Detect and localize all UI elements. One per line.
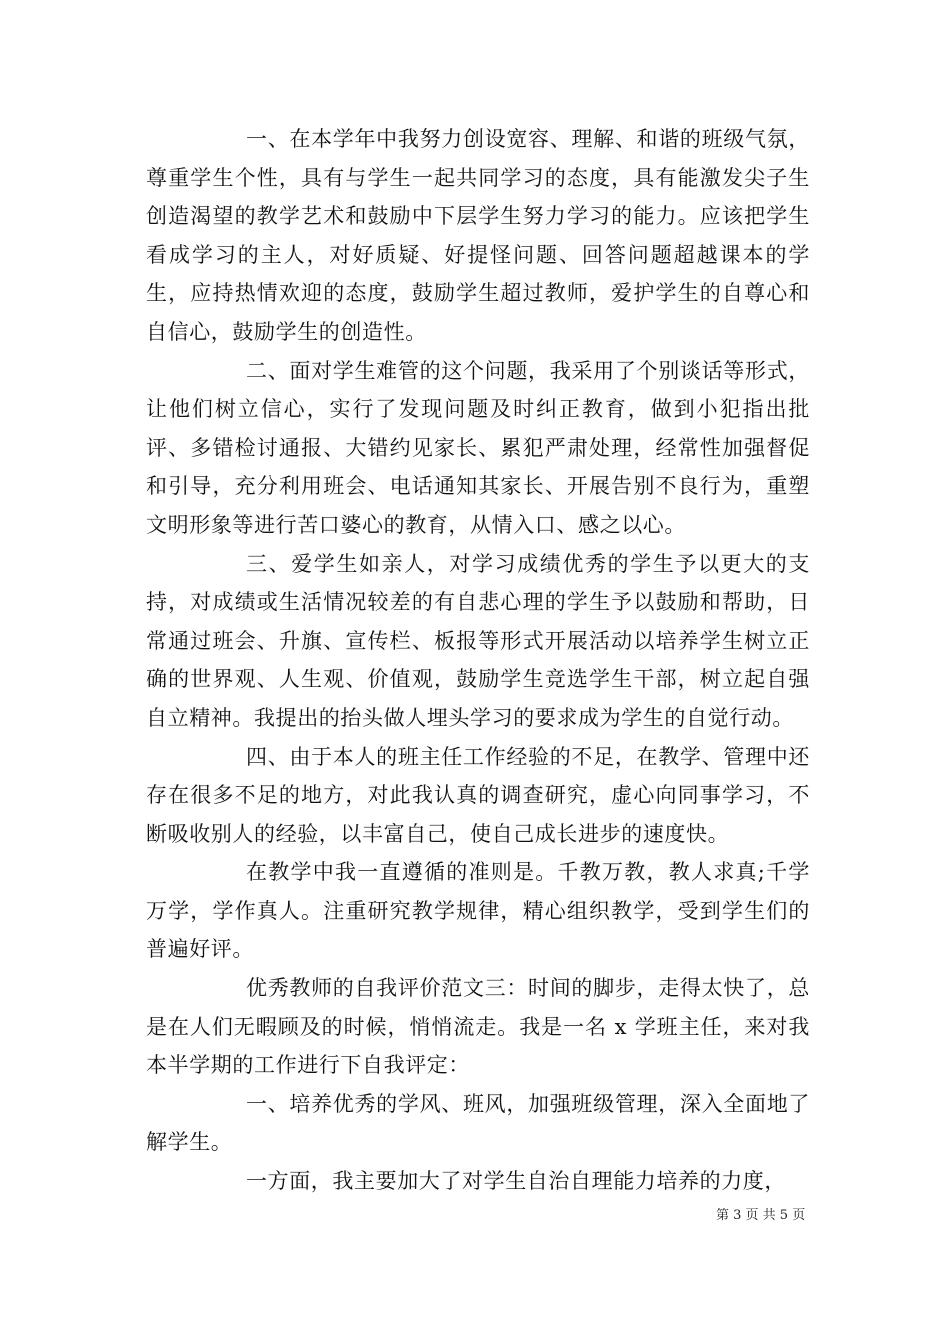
document-body bbox=[146, 120, 810, 1201]
page-number-footer: 第 3 页 共 5 页 bbox=[716, 1208, 806, 1223]
paragraph-7: 一、培养优秀的学风、班风，加强班级管理，深入全面地了解学生。 bbox=[146, 1091, 810, 1155]
paragraph-3: 三、爱学生如亲人，对学习成绩优秀的学生予以更大的支持，对成绩或生活情况较差的有自悲心理的学生予以鼓励和帮助，日常通过班会、升旗、宣传栏、板报等形式开展活动以培养学生树立正确的世界观、人生观、价值观，鼓励学生竞选学生干部，树立起自强自立精神。我提出的抬头做人埋头学习的要求成为学生的自觉行动。 bbox=[146, 551, 810, 730]
paragraph-4: 四、由于本人的班主任工作经验的不足，在教学、管理中还存在很多不足的地方，对此我认真的调查研究，虚心向同事学习，不断吸收别人的经验，以丰富自己，使自己成长进步的速度快。 bbox=[146, 744, 810, 846]
paragraph-5: 在教学中我一直遵循的准则是。千教万教，教人求真;千学万学，学作真人。注重研究教学规律，精心组织教学，受到学生们的普遍好评。 bbox=[146, 860, 810, 962]
paragraph-2: 二、面对学生难管的这个问题，我采用了个别谈话等形式，让他们树立信心，实行了发现问题及时纠正教育，做到小犯指出批评、多错检讨通报、大错约见家长、累犯严肃处理，经常性加强督促和引导，充分利用班会、电话通知其家长、开展告别不良行为，重塑文明形象等进行苦口婆心的教育，从情入口、感之以心。 bbox=[146, 358, 810, 537]
paragraph-8: 一方面，我主要加大了对学生自治自理能力培养的力度， bbox=[246, 1169, 786, 1194]
paragraph-6: 优秀教师的自我评价范文三：时间的脚步，走得太快了，总是在人们无暇顾及的时候，悄悄流走。我是一名 x 学班主任，来对我本半学期的工作进行下自我评定： bbox=[146, 976, 810, 1078]
paragraph-1: 一、在本学年中我努力创设宽容、理解、和谐的班级气氛，尊重学生个性，具有与学生一起共同学习的态度，具有能激发尖子生创造渴望的教学艺术和鼓励中下层学生努力学习的能力。应该把学生看成学习的主人，对好质疑、好提怪问题、回答问题超越课本的学生，应持热情欢迎的态度，鼓励学生超过教师，爱护学生的自尊心和自信心，鼓励学生的创造性。 bbox=[146, 127, 810, 344]
